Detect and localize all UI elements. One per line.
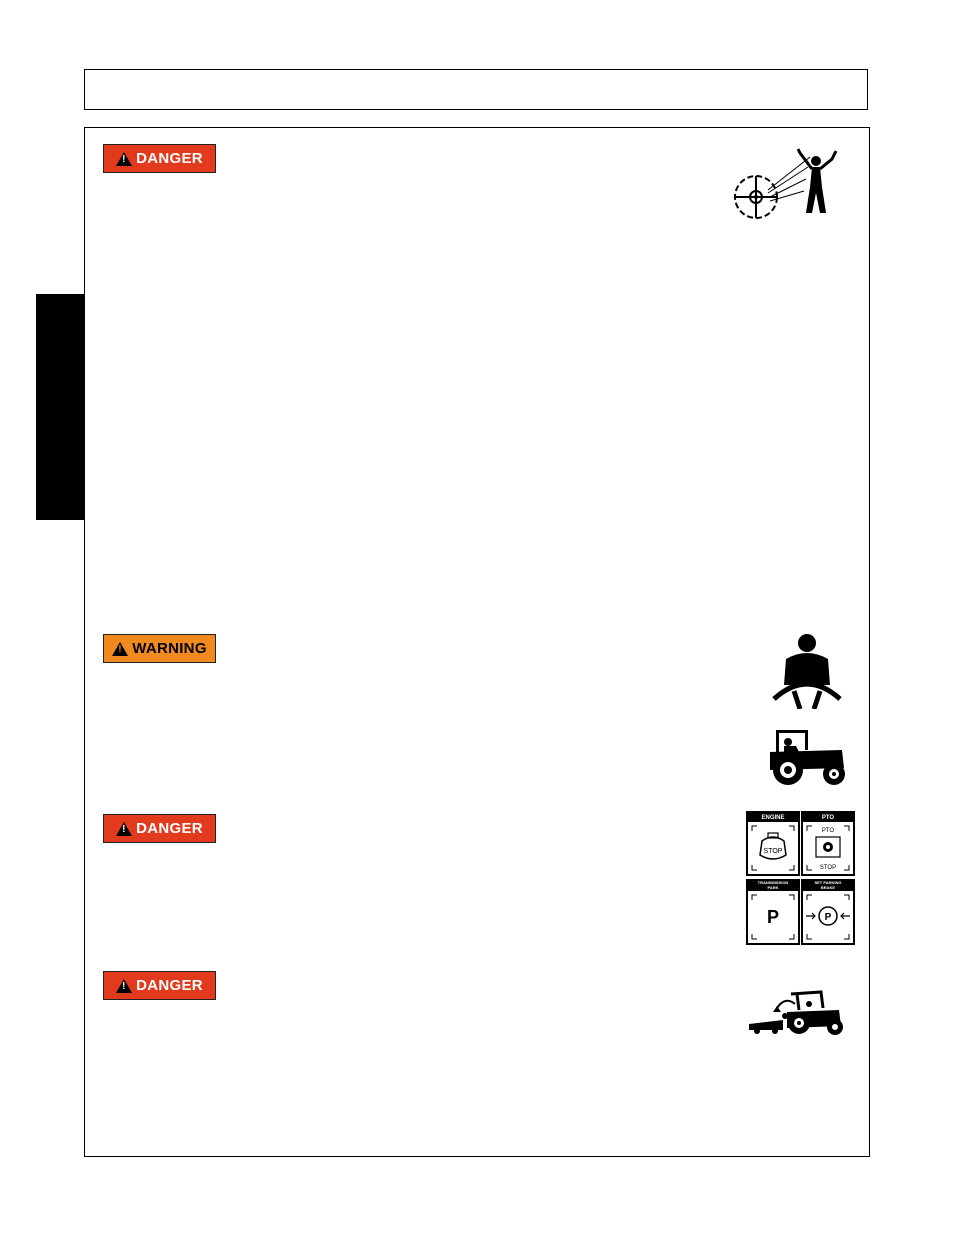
sign-label: DANGER [136, 820, 203, 837]
warning-triangle-icon [112, 642, 128, 656]
sign-label: WARNING [132, 640, 207, 657]
brake-label-2: BRAKE [820, 885, 836, 890]
park-letter: P [766, 907, 780, 927]
section-side-tab [36, 294, 84, 520]
tractor-mower-icon [747, 990, 845, 1036]
transmission-park-label: PARK [767, 885, 779, 890]
tractor-cab-icon [764, 728, 848, 786]
page-header-box [84, 69, 868, 110]
brake-label: SET PARKING [814, 880, 842, 885]
sign-label: DANGER [136, 977, 203, 994]
sign-label: DANGER [136, 150, 203, 167]
danger-sign-2 [103, 814, 216, 843]
engine-stop-text: STOP [763, 848, 783, 855]
warning-sign [103, 634, 216, 663]
seatbelt-icon [770, 633, 844, 709]
warning-triangle-icon [116, 979, 132, 993]
pto-label: PTO [821, 815, 835, 821]
pto-inner-label: PTO [821, 828, 835, 834]
pto-stop-text: STOP [819, 865, 837, 871]
warning-triangle-icon [116, 822, 132, 836]
transmission-label: TRANSMISSION [757, 880, 789, 885]
brake-letter: P [824, 912, 832, 923]
warning-triangle-icon [116, 152, 132, 166]
thrown-object-icon [728, 145, 844, 221]
danger-sign-3 [103, 971, 216, 1000]
shutdown-procedure-panel [746, 811, 855, 945]
danger-sign-1 [103, 144, 216, 173]
engine-label: ENGINE [761, 815, 785, 821]
